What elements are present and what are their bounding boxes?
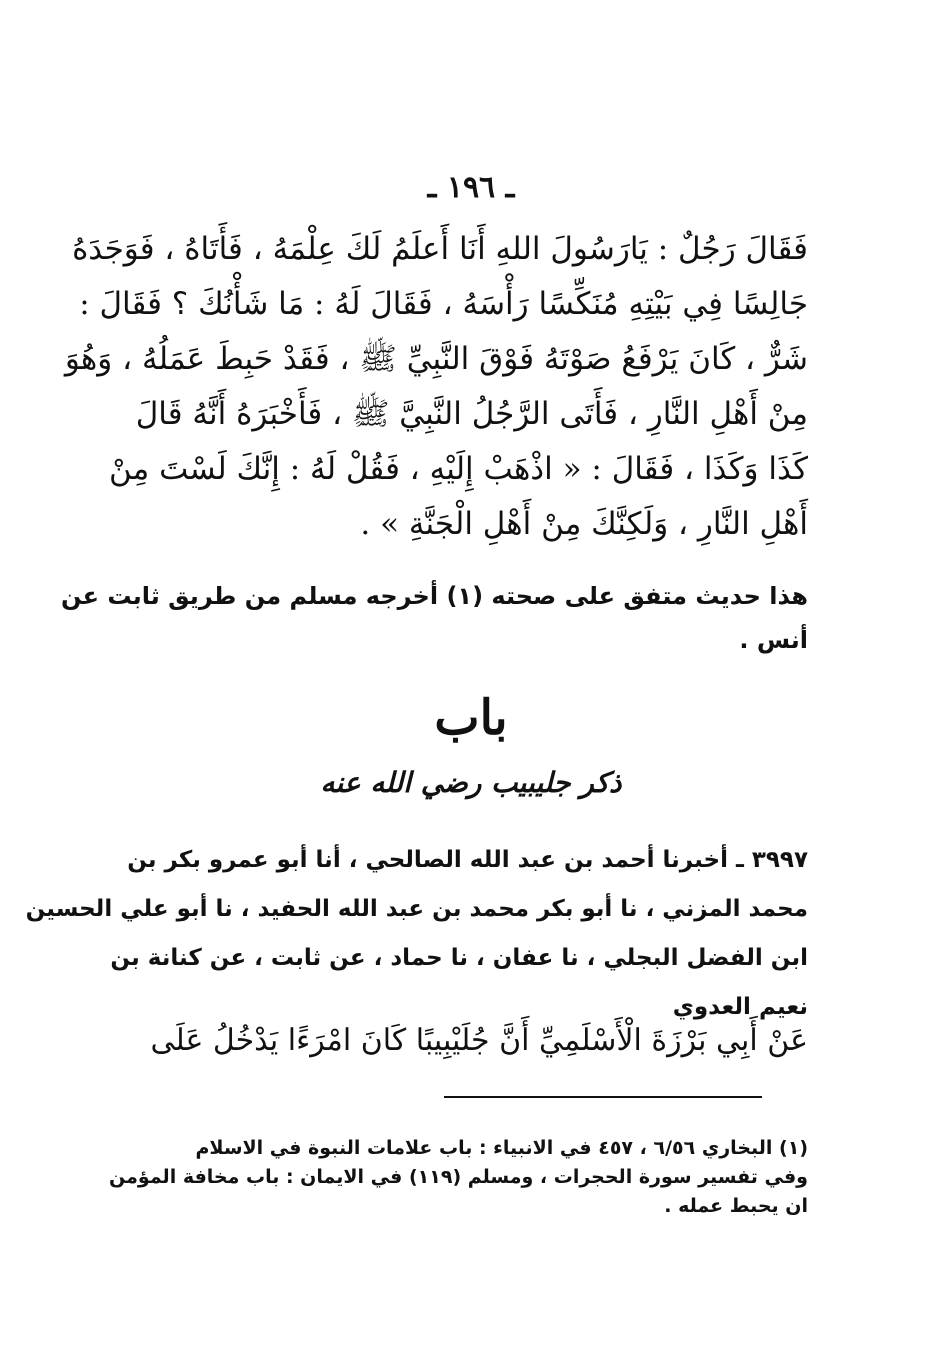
text-line: فَقَالَ رَجُلٌ : يَارَسُولَ اللهِ أَنَا أَعلَمُ لَكَ عِلْمَهُ ، فَأَتَاهُ ، فَوَجَدَهُ bbox=[72, 231, 808, 267]
footnote-divider bbox=[444, 1096, 762, 1098]
matn-text bbox=[128, 1016, 808, 1066]
text-line: كَذَا وَكَذَا ، فَقَالَ : « اذْهَبْ إِلَيْهِ ، فَقُلْ لَهُ : إِنَّكَ لَسْتَ مِنْ bbox=[109, 451, 808, 487]
text-line: نعيم العدوي bbox=[672, 994, 808, 1020]
text-line: هذا حديث متفق على صحته (١) أخرجه مسلم من طريق ثابت عن bbox=[61, 582, 808, 610]
text-line: أنس . bbox=[739, 626, 808, 654]
text-line: أَهْلِ النَّارِ ، وَلَكِنَّكَ مِنْ أَهْلِ الْجَنَّةِ » . bbox=[360, 506, 808, 542]
text-line: ابن الفضل البجلي ، نا عفان ، نا حماد ، عن ثابت ، عن كنانة بن bbox=[110, 945, 808, 971]
text-line: ان يحبط عمله . bbox=[664, 1195, 808, 1217]
page-number: ـ ١٩٦ ـ bbox=[427, 170, 515, 205]
text-line: وفي تفسير سورة الحجرات ، ومسلم (١١٩) في الايمان : باب مخافة المؤمن bbox=[109, 1166, 808, 1188]
text-line: ٣٩٩٧ ـ أخبرنا أحمد بن عبد الله الصالحي ، أنا أبو عمرو بكر بن bbox=[127, 847, 808, 873]
isnad-text bbox=[25, 836, 808, 1032]
text-line: شَرٌّ ، كَانَ يَرْفَعُ صَوْتَهُ فَوْقَ النَّبِيِّ ﷺ ، فَقَدْ حَبِطَ عَمَلُهُ ، وَهُوَ bbox=[64, 341, 808, 377]
text-line: (١) البخاري ٦/٥٦ ، ٤٥٧ في الانبياء : باب علامات النبوة في الاسلام bbox=[195, 1137, 808, 1159]
text-line: جَالِسًا فِي بَيْتِهِ مُنَكِّسًا رَأْسَهُ ، فَقَالَ لَهُ : مَا شَأْنُكَ ؟ فَقَالَ : bbox=[79, 286, 808, 322]
footnote bbox=[109, 1134, 808, 1221]
text-line: مِنْ أَهْلِ النَّارِ ، فَأَتَى الرَّجُلُ النَّبِيَّ ﷺ ، فَأَخْبَرَهُ أَنَّهُ قَالَ bbox=[135, 396, 808, 432]
hadith-text bbox=[64, 222, 808, 552]
bab-heading: باب bbox=[434, 690, 508, 746]
text-line: عَنْ أَبِي بَرْزَةَ الْأَسْلَمِيِّ أَنَّ جُلَيْبِيبًا كَانَ امْرَءًا يَدْخُلُ عَلَى bbox=[150, 1023, 808, 1058]
chapter-title: ذكر جليبيب رضي الله عنه bbox=[320, 766, 622, 799]
takhrij-note bbox=[61, 574, 808, 662]
text-line: محمد المزني ، نا أبو بكر محمد بن عبد الله الحفيد ، نا أبو علي الحسين bbox=[25, 896, 808, 922]
